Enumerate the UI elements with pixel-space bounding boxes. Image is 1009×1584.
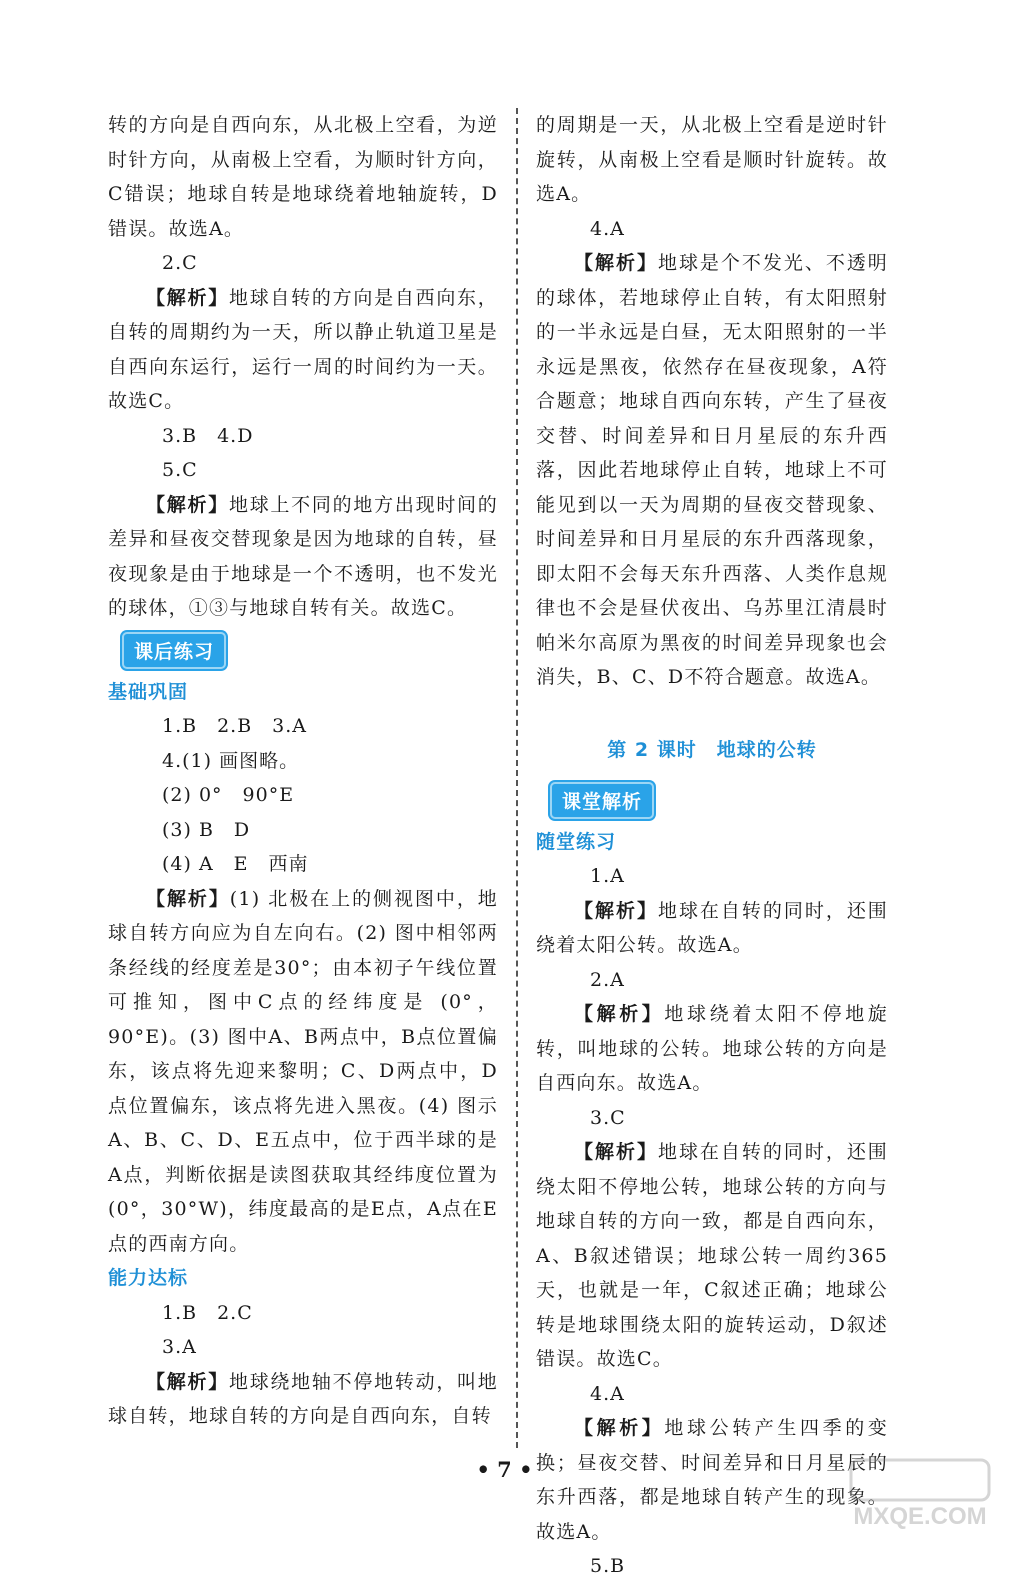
- subsection-title: 基础巩固: [108, 680, 189, 703]
- answer-line: (4) A E 西南: [162, 853, 309, 875]
- answer-line: 3.C: [590, 1106, 626, 1129]
- analysis-tag: 【解析】: [146, 1370, 229, 1393]
- answer-line: 4.(1) 画图略。: [162, 749, 300, 772]
- explanation: [108, 281, 498, 419]
- analysis-tag: 【解析】: [146, 887, 230, 910]
- explanation: [536, 246, 888, 695]
- explanation-text: 地球上不同的地方出现时间的差异和昼夜交替现象是因为地球的自转，昼夜现象是由于地球是一个不透明，也不发光的球体，①③与地球自转有关。故选C。: [108, 493, 498, 619]
- analysis-tag: 【解析】: [146, 493, 229, 516]
- explanation-text: 地球公转产生四季的变换；昼夜交替、时间差异和日月星辰的东升西落，都是地球自转产生的现象。故选A。: [536, 1417, 888, 1543]
- watermark-logo: [845, 1456, 995, 1532]
- answer-line: 2.A: [590, 968, 625, 991]
- answer-line: (2) 0° 90°E: [162, 784, 295, 806]
- section-badge: 课堂解析: [550, 782, 654, 819]
- explanation-text: 地球是个不发光、不透明的球体，若地球停止自转，有太阳照射的一半永远是白昼，无太阳照射的一半永远是黑夜，依然存在昼夜现象，A符合题意；地球自西向东转，产生了昼夜交替、时间差异和日月星辰的东升西落，因此若地球停止自转，地球上不可能见到以一天为周期的昼夜交替现象、时间差异和日月星辰的东升西落现象，即太阳不会每天东升西落、人类作息规律也不会是昼伏夜出、乌苏里江清晨时帕米尔高原为黑夜的时间差异现象也会消失，B、C、D不符合题意。故选A。: [536, 252, 888, 688]
- answer-line: 1.B 2.C: [162, 1301, 253, 1324]
- explanation-text: 地球绕着太阳不停地旋转，叫地球的公转。地球公转的方向是自西向东。故选A。: [536, 1003, 888, 1094]
- page-number: • 7 •: [476, 1457, 533, 1482]
- answer-line: 2.C: [162, 252, 198, 274]
- analysis-tag: 【解析】: [146, 286, 229, 309]
- watermark-text: MXQE.COM: [853, 1503, 987, 1530]
- explanation: [536, 1135, 888, 1377]
- answer-line: 4.A: [590, 217, 625, 240]
- explanation-text: (1) 北极在上的侧视图中，地球自转方向应为自左向右。(2) 图中相邻两条经线的经度差是30°；由本初子午线位置可推知，图中C点的经纬度是 (0°，90°E)。(3) 图中A、B两点中，B点位置偏东，该点将先迎来黎明；C、D两点中，D点位置偏东，该点将先进入黑夜。(4) 图示A、B、C、D、E五点中，位于西半球的是A点，判断依据是读图获取其经纬度位置为 (0°，30°W)，纬度最高的是E点，A点在E点的西南方向。: [108, 887, 498, 1255]
- right-column: [536, 108, 888, 1584]
- explanation: [108, 1365, 498, 1434]
- explanation-text: 地球绕地轴不停地转动，叫地球自转，地球自转的方向是自西向东，自转: [108, 1370, 498, 1427]
- lesson-title: 第 2 课时 地球的公转: [607, 738, 817, 761]
- answer-line: 3.B 4.D: [162, 424, 254, 447]
- answer-line: 1.B 2.B 3.A: [162, 715, 308, 737]
- explanation-text: 地球在自转的同时，还围绕着太阳公转。故选A。: [536, 899, 888, 956]
- explanation-text: 地球在自转的同时，还围绕太阳不停地公转，地球公转的方向与地球自转的方向一致，都是自西向东，A、B叙述错误；地球公转一周约365天，也就是一年，C叙述正确；地球公转是地球围绕太阳的旋转运动，D叙述错误。故选C。: [536, 1141, 888, 1370]
- explanation: [108, 488, 498, 626]
- answer-line: 5.B: [590, 1555, 626, 1577]
- answer-line: 3.A: [162, 1336, 197, 1358]
- analysis-tag: 【解析】: [574, 252, 658, 274]
- analysis-tag: 【解析】: [574, 899, 658, 922]
- subsection-title: 随堂练习: [536, 830, 617, 853]
- explanation-text: 地球自转的方向是自西向东，自转的周期约为一天，所以静止轨道卫星是自西向东运行，运行一周的时间约为一天。故选C。: [108, 286, 498, 412]
- analysis-tag: 【解析】: [574, 1003, 665, 1025]
- paragraph: 转的方向是自西向东，从北极上空看，为逆时针方向，从南极上空看，为顺时针方向，C错误；地球自转是地球绕着地轴旋转，D错误。故选A。: [108, 114, 498, 240]
- explanation: [536, 894, 888, 963]
- answer-line: 1.A: [590, 865, 625, 887]
- explanation: [108, 882, 498, 1262]
- column-divider: [516, 108, 518, 1448]
- left-column: [108, 108, 498, 1434]
- answer-line: 5.C: [162, 459, 198, 481]
- explanation: [536, 997, 888, 1101]
- paragraph: 的周期是一天，从北极上空看是逆时针旋转，从南极上空看是顺时针旋转。故选A。: [536, 114, 888, 205]
- subsection-title: 能力达标: [108, 1267, 189, 1289]
- answer-line: 4.A: [590, 1382, 625, 1405]
- analysis-tag: 【解析】: [574, 1417, 665, 1439]
- answer-line: (3) B D: [162, 818, 251, 841]
- analysis-tag: 【解析】: [574, 1141, 658, 1163]
- section-badge: 课后练习: [122, 632, 226, 669]
